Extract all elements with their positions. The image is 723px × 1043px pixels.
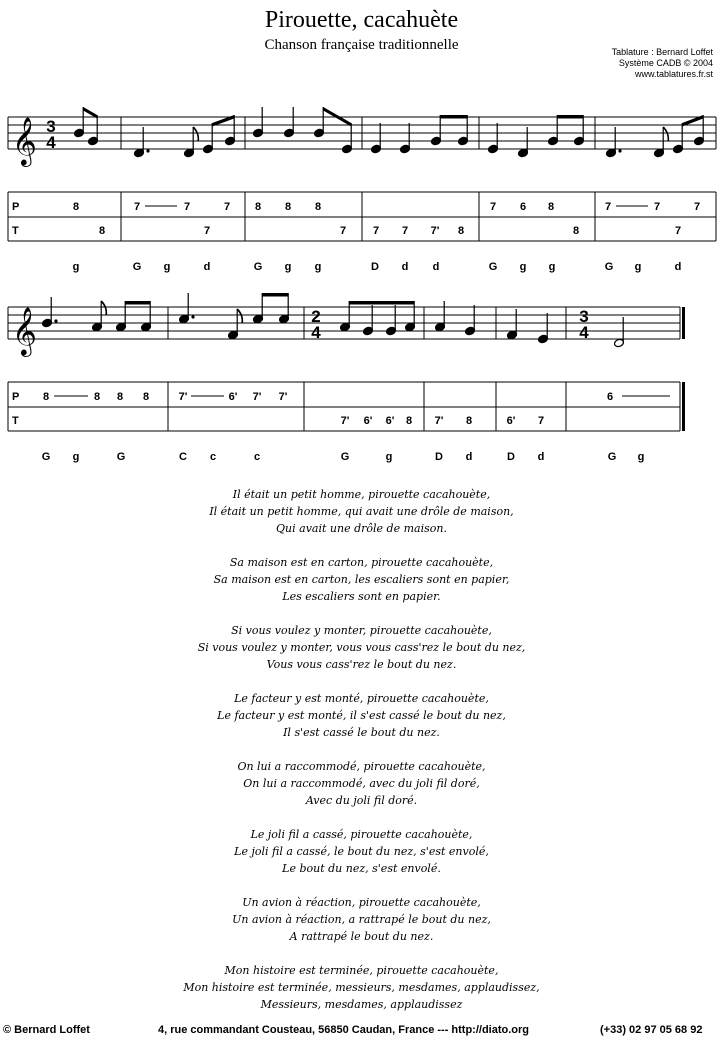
lyrics-line: Les escaliers sont en papier. bbox=[282, 590, 441, 603]
lyrics-line: Mon histoire est terminée, messieurs, mesdames, applaudissez, bbox=[183, 981, 540, 994]
tab-pull-number: 6' bbox=[385, 415, 395, 427]
bass-chord-letter: d bbox=[674, 261, 682, 273]
lyrics-line: Sa maison est en carton, pirouette cacahouète, bbox=[229, 556, 494, 569]
bass-chord-letter: D bbox=[507, 451, 515, 463]
time-signature-bottom: 4 bbox=[311, 323, 321, 342]
credit-tablature: Tablature : Bernard Loffet bbox=[611, 47, 713, 57]
lyrics-line: Avec du joli fil doré. bbox=[305, 794, 418, 807]
tab-pull-number: 7 bbox=[401, 225, 409, 237]
lyrics-line: On lui a raccommodé, pirouette cacahouète, bbox=[237, 760, 486, 773]
note-flag bbox=[237, 309, 242, 323]
lyrics-line: Le joli fil a cassé, pirouette cacahouète, bbox=[250, 828, 473, 841]
tab-push-number: 7 bbox=[604, 201, 612, 213]
lyrics-line: Qui avait une drôle de maison. bbox=[276, 522, 447, 535]
treble-clef-icon: 𝄞 bbox=[12, 116, 37, 165]
tab-push-number: 8 bbox=[284, 201, 292, 213]
bass-chord-letter: g bbox=[314, 261, 322, 273]
tab-row-label-pull: T bbox=[12, 225, 19, 237]
bass-chord-letter: D bbox=[435, 451, 443, 463]
bass-chord-letter: g bbox=[284, 261, 292, 273]
song-title: Pirouette, cacahuète bbox=[264, 7, 459, 33]
lyrics-verse bbox=[0, 554, 723, 605]
bass-chord-letter: d bbox=[203, 261, 211, 273]
bass-chord-letter: d bbox=[537, 451, 545, 463]
tab-push-number: 7 bbox=[489, 201, 497, 213]
tab-push-number: 8 bbox=[142, 391, 150, 403]
song-subtitle: Chanson française traditionnelle bbox=[264, 37, 459, 53]
tab-push-number: 8 bbox=[547, 201, 555, 213]
bass-chord-letter: g bbox=[72, 261, 80, 273]
note-flag bbox=[193, 127, 198, 141]
note-flag bbox=[663, 127, 668, 141]
time-signature-bottom: 4 bbox=[579, 323, 589, 342]
note-beam bbox=[125, 301, 150, 305]
bass-chord-letter: g bbox=[163, 261, 171, 273]
tab-push-number: 6 bbox=[606, 391, 614, 403]
tab-push-number: 6 bbox=[519, 201, 527, 213]
tab-push-number: 7' bbox=[178, 391, 188, 403]
tab-push-number: 7 bbox=[693, 201, 701, 213]
lyrics-line: Le bout du nez, s'est envolé. bbox=[282, 862, 441, 875]
tab-pull-number: 7' bbox=[340, 415, 350, 427]
note-flag bbox=[101, 301, 106, 315]
bass-chord-letter: g bbox=[634, 261, 642, 273]
tab-row-label-push: P bbox=[12, 391, 20, 403]
tab-pull-number: 6' bbox=[363, 415, 373, 427]
tab-push-number: 8 bbox=[72, 201, 80, 213]
note-beam bbox=[262, 293, 288, 297]
tab-pull-number: 7 bbox=[537, 415, 545, 427]
note-beam bbox=[440, 115, 467, 119]
bass-chord-letter: G bbox=[488, 261, 498, 273]
lyrics-verse bbox=[0, 826, 723, 877]
tab-row-label-push: P bbox=[12, 201, 20, 213]
bass-chord-letter: c bbox=[209, 451, 217, 463]
tab-push-number: 7' bbox=[278, 391, 288, 403]
lyrics-line: Si vous voulez y monter, pirouette cacahouète, bbox=[231, 624, 492, 637]
tab-push-number: 6' bbox=[228, 391, 238, 403]
system-2 bbox=[8, 293, 685, 463]
lyrics-line: Vous vous cass'rez le bout du nez. bbox=[266, 658, 457, 671]
note-beam bbox=[557, 115, 583, 119]
bass-chord-letter: G bbox=[41, 451, 51, 463]
lyrics-line: Un avion à réaction, pirouette cacahouète, bbox=[242, 896, 481, 909]
bass-chord-letter: g bbox=[72, 451, 80, 463]
lyrics-line: Un avion à réaction, a rattrapé le bout du nez, bbox=[232, 913, 491, 926]
lyrics-line: Il était un petit homme, pirouette cacahouète, bbox=[232, 488, 491, 501]
note-dot bbox=[191, 315, 194, 318]
tab-pull-number: 6' bbox=[506, 415, 516, 427]
lyrics-verse bbox=[0, 486, 723, 537]
bass-chord-letter: d bbox=[465, 451, 473, 463]
treble-clef-icon: 𝄞 bbox=[12, 306, 37, 355]
tab-push-number: 7 bbox=[223, 201, 231, 213]
lyrics-line: Si vous voulez y monter, vous vous cass'rez le bout du nez, bbox=[197, 641, 526, 654]
lyrics-line: On lui a raccommodé, avec du joli fil doré, bbox=[243, 777, 480, 790]
tab-push-number: 7' bbox=[252, 391, 262, 403]
bass-chord-letter: g bbox=[519, 261, 527, 273]
tab-push-number: 8 bbox=[42, 391, 50, 403]
tab-pull-number: 7' bbox=[434, 415, 444, 427]
tab-pull-number: 7 bbox=[339, 225, 347, 237]
bass-chord-letter: c bbox=[253, 451, 261, 463]
tab-push-number: 8 bbox=[116, 391, 124, 403]
lyrics-verse bbox=[0, 962, 723, 1013]
bass-chord-letter: d bbox=[401, 261, 409, 273]
tab-pull-number: 8 bbox=[98, 225, 106, 237]
score-notation bbox=[0, 0, 723, 480]
tab-pull-number: 7 bbox=[203, 225, 211, 237]
lyrics-line: Sa maison est en carton, les escaliers sont en papier, bbox=[213, 573, 510, 586]
bass-chord-letter: G bbox=[253, 261, 263, 273]
tab-push-number: 7 bbox=[183, 201, 191, 213]
tab-push-number: 8 bbox=[254, 201, 262, 213]
bass-chord-letter: G bbox=[116, 451, 126, 463]
bass-chord-letter: D bbox=[371, 261, 379, 273]
system-1 bbox=[8, 107, 716, 273]
tab-pull-number: 8 bbox=[405, 415, 413, 427]
lyrics-verse bbox=[0, 758, 723, 809]
footer-phone: (+33) 02 97 05 68 92 bbox=[600, 1024, 703, 1036]
bass-chord-letter: G bbox=[340, 451, 350, 463]
lyrics-line: Le facteur y est monté, il s'est cassé le bout du nez, bbox=[217, 709, 506, 722]
final-tab-barline bbox=[682, 382, 685, 431]
bass-chord-letter: G bbox=[604, 261, 614, 273]
tab-push-number: 8 bbox=[93, 391, 101, 403]
note-beam bbox=[349, 301, 414, 305]
time-signature-bottom: 4 bbox=[46, 133, 56, 152]
tab-pull-number: 8 bbox=[572, 225, 580, 237]
bass-chord-letter: g bbox=[548, 261, 556, 273]
lyrics-verse bbox=[0, 690, 723, 741]
tab-pull-number: 8 bbox=[465, 415, 473, 427]
note-dot bbox=[54, 319, 57, 322]
bass-chord-letter: g bbox=[637, 451, 645, 463]
note-dot bbox=[146, 149, 149, 152]
lyrics-line: Le joli fil a cassé, le bout du nez, s'est envolé, bbox=[234, 845, 489, 858]
tab-pull-number: 7 bbox=[372, 225, 380, 237]
tab-pull-number: 7' bbox=[430, 225, 440, 237]
lyrics-line: Il était un petit homme, qui avait une drôle de maison, bbox=[209, 505, 514, 518]
lyrics-line: A rattrapé le bout du nez. bbox=[289, 930, 434, 943]
tab-push-number: 7 bbox=[653, 201, 661, 213]
credit-system: Système CADB © 2004 bbox=[618, 58, 713, 68]
lyrics-line: Mon histoire est terminée, pirouette cacahouète, bbox=[224, 964, 499, 977]
footer-address: 4, rue commandant Cousteau, 56850 Caudan, France --- http://diato.org bbox=[158, 1024, 530, 1036]
lyrics-line: Le facteur y est monté, pirouette cacahouète, bbox=[234, 692, 489, 705]
bass-chord-letter: d bbox=[432, 261, 440, 273]
time-signature-top: 3 bbox=[46, 117, 56, 136]
lyrics-verse bbox=[0, 894, 723, 945]
tab-pull-number: 7 bbox=[674, 225, 682, 237]
bass-chord-letter: g bbox=[385, 451, 393, 463]
time-signature-top: 3 bbox=[579, 307, 589, 326]
tab-pull-number: 8 bbox=[457, 225, 465, 237]
tab-push-number: 8 bbox=[314, 201, 322, 213]
final-barline bbox=[682, 307, 685, 339]
footer-copyright: © Bernard Loffet bbox=[3, 1024, 90, 1036]
credit-website: www.tablatures.fr.st bbox=[634, 69, 713, 79]
time-signature-top: 2 bbox=[311, 307, 321, 326]
tab-push-number: 7 bbox=[133, 201, 141, 213]
tab-row-label-pull: T bbox=[12, 415, 19, 427]
bass-chord-letter: G bbox=[132, 261, 142, 273]
lyrics-verse bbox=[0, 622, 723, 673]
lyrics-line: Messieurs, mesdames, applaudissez bbox=[260, 998, 463, 1011]
bass-chord-letter: C bbox=[179, 451, 187, 463]
note-dot bbox=[618, 149, 621, 152]
bass-chord-letter: G bbox=[607, 451, 617, 463]
lyrics-line: Il s'est cassé le bout du nez. bbox=[283, 726, 440, 739]
lyrics bbox=[0, 486, 723, 1030]
